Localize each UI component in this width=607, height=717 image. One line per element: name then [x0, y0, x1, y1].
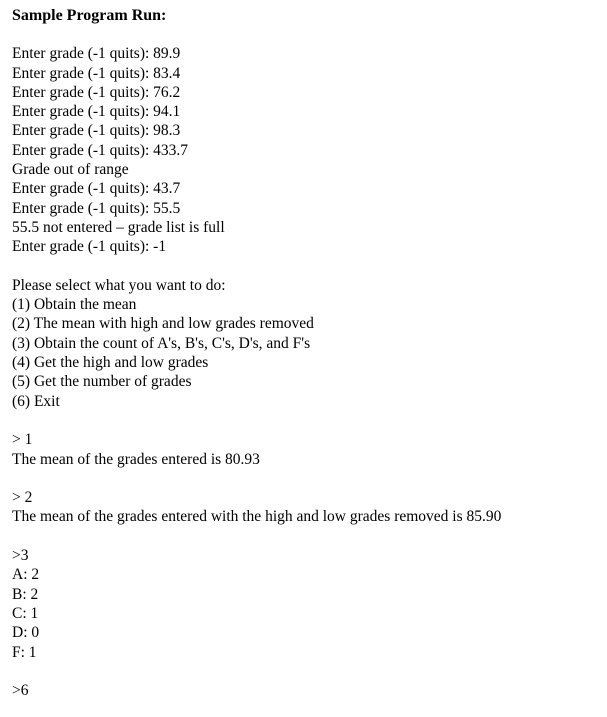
output-line: The mean of the grades entered with the high and low grades removed is 85.90: [12, 508, 502, 526]
grade-count-line: D: 0: [12, 624, 40, 642]
output-line: Enter grade (-1 quits): 55.5: [12, 199, 181, 217]
output-line: Enter grade (-1 quits): 43.7: [12, 180, 181, 198]
output-line: 55.5 not entered – grade list is full: [12, 218, 225, 236]
grade-count-line: A: 2: [12, 566, 40, 584]
grade-input-block: [12, 44, 602, 256]
spacer: [12, 257, 602, 276]
menu-option: (4) Get the high and low grades: [12, 354, 209, 372]
menu-block: [12, 276, 602, 411]
grade-count-line: B: 2: [12, 585, 39, 603]
menu-option: (6) Exit: [12, 392, 60, 410]
spacer: [12, 411, 602, 430]
page-title: Sample Program Run:: [12, 7, 167, 24]
grade-count-line: F: 1: [12, 643, 37, 661]
output-line: Enter grade (-1 quits): 433.7: [12, 141, 189, 159]
menu-option: (3) Obtain the count of A's, B's, C's, D's, and F's: [12, 334, 311, 352]
spacer: [12, 527, 602, 546]
menu-option: (1) Obtain the mean: [12, 296, 137, 314]
output-line: Enter grade (-1 quits): 94.1: [12, 103, 181, 121]
spacer: [12, 469, 602, 488]
output-line: Grade out of range: [12, 161, 129, 179]
choice-input: >3: [12, 547, 29, 565]
spacer: [12, 662, 602, 681]
menu-option: (5) Get the number of grades: [12, 373, 192, 391]
output-line: Enter grade (-1 quits): 89.9: [12, 45, 181, 63]
choice-input: > 1: [12, 431, 33, 449]
output-line: Enter grade (-1 quits): 83.4: [12, 64, 181, 82]
choice-input: > 2: [12, 489, 33, 507]
choice-1-block: [12, 430, 602, 469]
output-line: Enter grade (-1 quits): 98.3: [12, 122, 181, 140]
menu-prompt: Please select what you want to do:: [12, 276, 226, 294]
output-line: Enter grade (-1 quits): -1: [12, 238, 167, 256]
document-body: [12, 6, 602, 700]
choice-3-block: [12, 546, 602, 662]
choice-6-block: [12, 681, 602, 700]
spacer: [12, 25, 602, 44]
grade-count-line: C: 1: [12, 604, 39, 622]
output-line: The mean of the grades entered is 80.93: [12, 450, 260, 468]
choice-2-block: [12, 488, 602, 527]
menu-option: (2) The mean with high and low grades removed: [12, 315, 314, 333]
choice-input: >6: [12, 682, 29, 700]
output-line: Enter grade (-1 quits): 76.2: [12, 83, 181, 101]
